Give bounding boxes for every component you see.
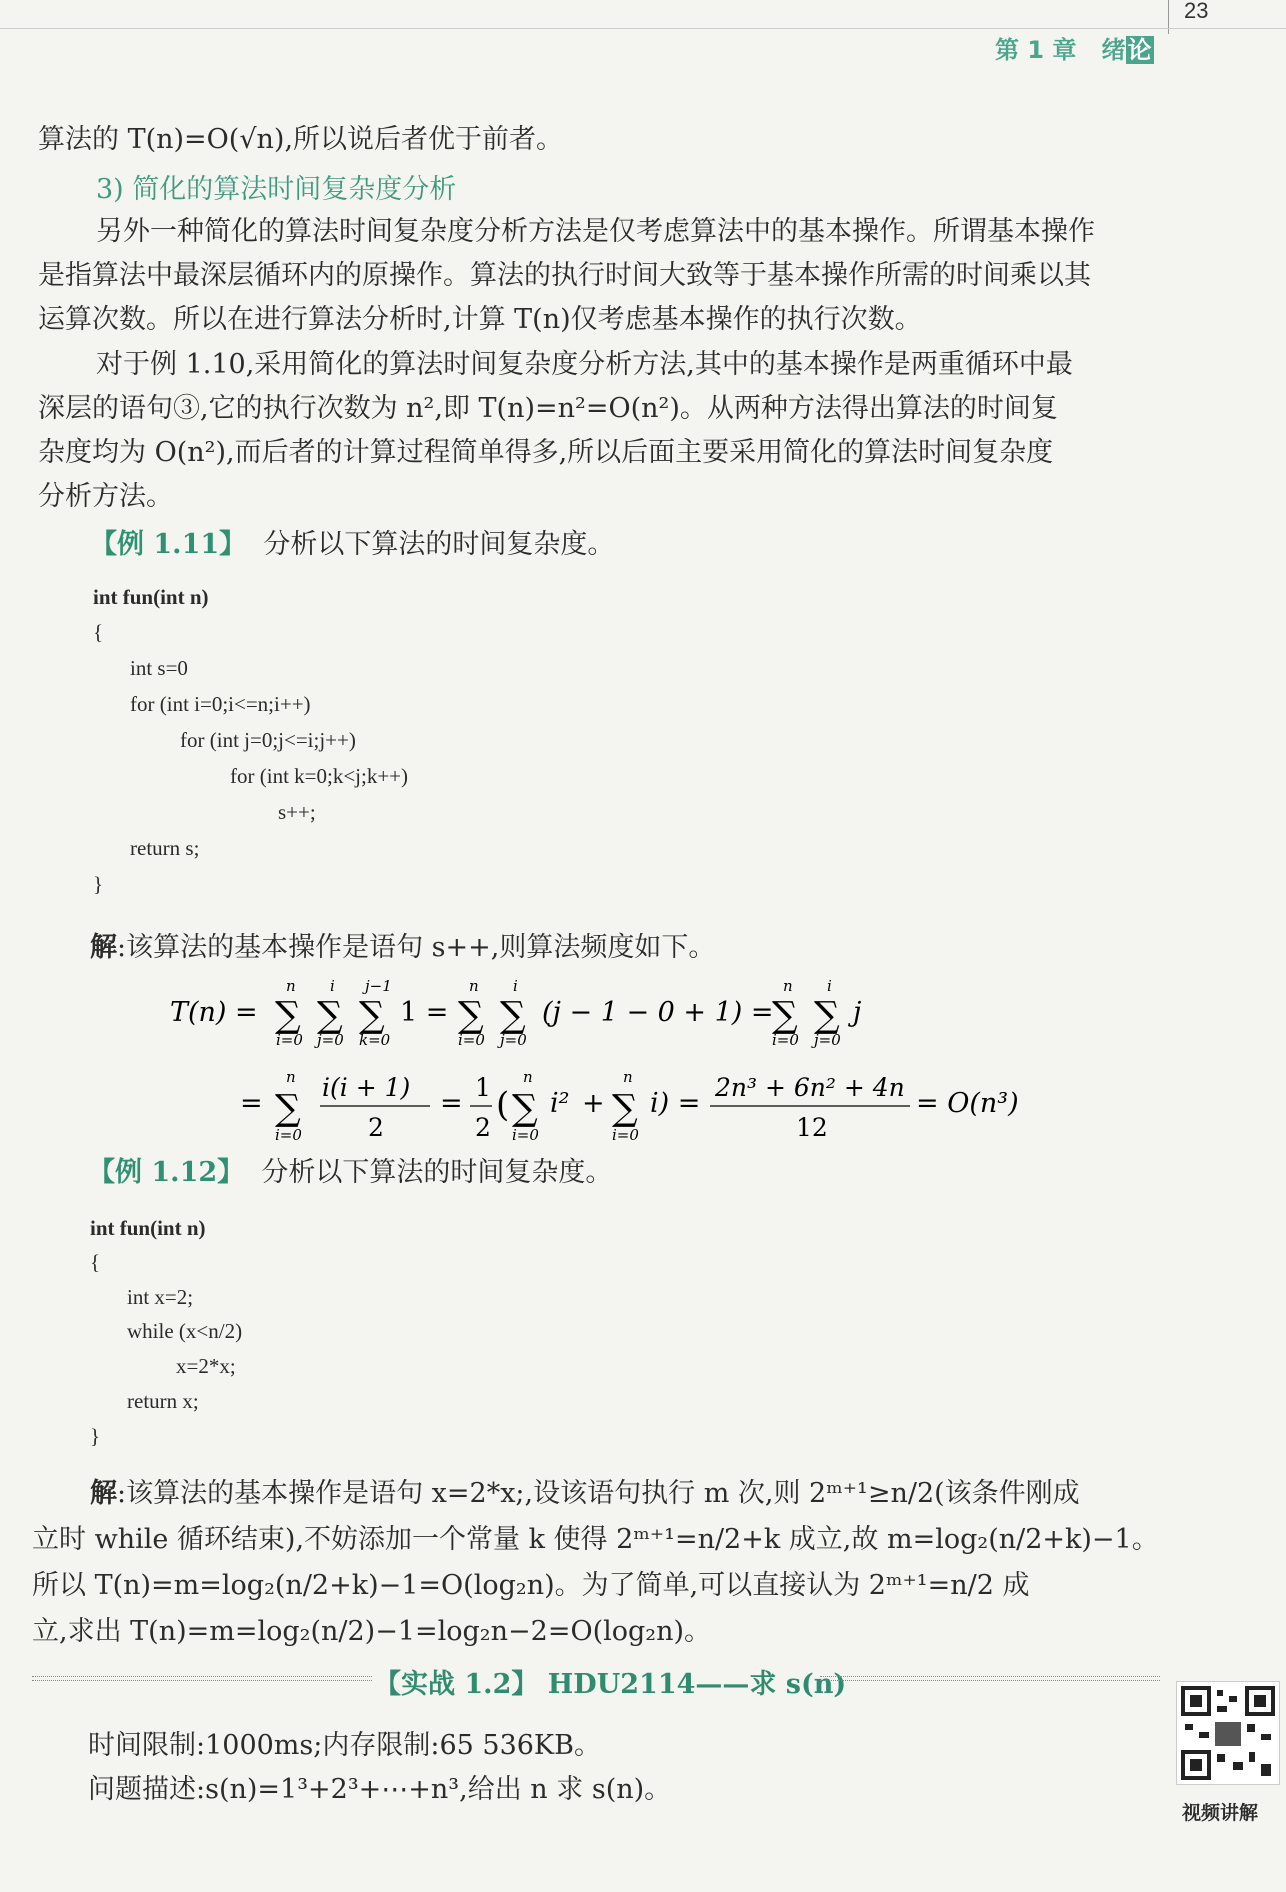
- paragraph-2-line-1: 对于例 1.10,采用简化的算法时间复杂度分析方法,其中的基本操作是两重循环中最: [96, 349, 1073, 380]
- sigma-lower: j=0: [814, 1031, 841, 1049]
- equation-line-2: [230, 1062, 1050, 1152]
- paren-left: (: [496, 1085, 510, 1125]
- sigma-lower: i=0: [276, 1031, 303, 1049]
- i-close: i) =: [650, 1088, 701, 1119]
- solution-1-12-line-1: [90, 1472, 1080, 1516]
- intro-line: 算法的 T(n)=O(√n),所以说后者优于前者。: [38, 124, 564, 155]
- code-line: return x;: [127, 1389, 199, 1413]
- eq-one: 1 =: [400, 997, 449, 1028]
- i-squared: i²: [550, 1088, 570, 1119]
- practice-title: 【实战 1.2】 HDU2114——求 s(n): [374, 1669, 847, 1700]
- sigma: ∑: [359, 995, 385, 1036]
- sigma-upper: n: [469, 977, 479, 995]
- sigma: ∑: [458, 995, 484, 1036]
- solution-text: :该算法的基本操作是语句 s++,则算法频度如下。: [117, 932, 716, 963]
- big-den: 12: [796, 1113, 828, 1142]
- eq-j: j: [853, 997, 862, 1028]
- sigma-lower: i=0: [512, 1126, 539, 1144]
- section-subheading: 3) 简化的算法时间复杂度分析: [96, 174, 457, 205]
- equation-line-1: [160, 975, 920, 1055]
- sigma: ∑: [772, 995, 798, 1036]
- frac-num: i(i + 1): [322, 1073, 411, 1102]
- page-number: 23: [1184, 0, 1209, 23]
- code-line: {: [93, 620, 104, 644]
- chapter-header: [995, 30, 1154, 65]
- solution-text: :该算法的基本操作是语句 x=2*x;,设该语句执行 m 次,则 2ᵐ⁺¹≥n/2(该条件刚成: [117, 1478, 1080, 1509]
- code-line: }: [90, 1424, 101, 1448]
- code-line: for (int k=0;k<j;k++): [230, 764, 409, 788]
- header-rule: [0, 28, 1286, 29]
- solution-1-12-line-4: 立,求出 T(n)=m=log₂(n/2)−1=log₂n−2=O(log₂n)。: [32, 1616, 712, 1647]
- example-text: 分析以下算法的时间复杂度。: [263, 529, 615, 560]
- section-rule-right: [820, 1676, 1160, 1681]
- code-line: int s=0: [130, 656, 188, 680]
- practice-description: 问题描述:s(n)=1³+2³+⋯+n³,给出 n 求 s(n)。: [88, 1774, 672, 1805]
- code-line: }: [93, 872, 104, 896]
- qr-code[interactable]: [1176, 1681, 1280, 1785]
- solution-label: 解: [90, 1478, 117, 1509]
- paragraph-2-line-4: 分析方法。: [38, 481, 173, 512]
- solution-1-12-line-2: 立时 while 循环结束),不妨添加一个常量 k 使得 2ᵐ⁺¹=n/2+k 成立,故 m=log₂(n/2+k)−1。: [32, 1524, 1159, 1555]
- solution-1-11: [90, 925, 715, 964]
- code-line: {: [90, 1250, 101, 1274]
- sigma: ∑: [814, 995, 840, 1036]
- sigma-upper: n: [286, 977, 296, 995]
- sigma: ∑: [275, 1088, 301, 1129]
- example-label: 【例 1.11】: [90, 529, 247, 560]
- paragraph-1-line-3: 运算次数。所以在进行算法分析时,计算 T(n)仅考虑基本操作的执行次数。: [38, 304, 922, 335]
- frac-den: 2: [368, 1113, 384, 1142]
- half-num: 1: [475, 1073, 491, 1102]
- plus: +: [582, 1088, 605, 1119]
- solution-label: 解: [90, 932, 117, 963]
- code-line: for (int j=0;j<=i;j++): [180, 728, 356, 752]
- sigma-upper: n: [783, 977, 793, 995]
- example-1-12-heading: [88, 1150, 612, 1189]
- qr-caption: 视频讲解: [1182, 1802, 1259, 1824]
- sigma-upper: i: [513, 977, 518, 995]
- half-den: 2: [475, 1113, 491, 1142]
- paragraph-1-line-2: 是指算法中最深层循环内的原操作。算法的执行时间大致等于基本操作所需的时间乘以其: [38, 260, 1091, 291]
- sigma: ∑: [612, 1088, 638, 1129]
- paragraph-1-line-1: 另外一种简化的算法时间复杂度分析方法是仅考虑算法中的基本操作。所谓基本操作: [96, 216, 1095, 247]
- big-num: 2n³ + 6n² + 4n: [715, 1073, 905, 1102]
- eq-equals: =: [440, 1088, 463, 1119]
- sigma-upper: n: [523, 1068, 533, 1086]
- sigma: ∑: [317, 995, 343, 1036]
- sigma-lower: k=0: [359, 1031, 391, 1049]
- code-line: while (x<n/2): [127, 1319, 243, 1343]
- code-line: x=2*x;: [176, 1354, 236, 1378]
- sigma-upper: j−1: [365, 977, 392, 995]
- chapter-title-a: 绪: [1101, 36, 1126, 64]
- eq-equals: =: [240, 1088, 263, 1119]
- section-rule-left: [32, 1676, 372, 1681]
- example-1-11-heading: [90, 522, 614, 561]
- sigma-lower: j=0: [317, 1031, 344, 1049]
- sigma-lower: i=0: [458, 1031, 485, 1049]
- sigma-lower: i=0: [612, 1126, 639, 1144]
- sigma-lower: i=0: [772, 1031, 799, 1049]
- chapter-title-b: 论: [1127, 36, 1152, 64]
- sigma-lower: j=0: [500, 1031, 527, 1049]
- paragraph-2-line-3: 杂度均为 O(n²),而后者的计算过程简单得多,所以后面主要采用简化的算法时间复杂度: [38, 437, 1054, 468]
- solution-1-12-line-3: 所以 T(n)=m=log₂(n/2+k)−1=O(log₂n)。为了简单,可以直接认为 2ᵐ⁺¹=n/2 成: [32, 1570, 1030, 1601]
- eq-middle: (j − 1 − 0 + 1) =: [542, 997, 774, 1028]
- paragraph-2-line-2: 深层的语句③,它的执行次数为 n²,即 T(n)=n²=O(n²)。从两种方法得出算法的时间复: [38, 393, 1058, 424]
- example-label: 【例 1.12】: [88, 1157, 245, 1188]
- chapter-number: 第 1 章: [995, 36, 1077, 64]
- sigma: ∑: [275, 995, 301, 1036]
- sigma-upper: n: [623, 1068, 633, 1086]
- code-line: int fun(int n): [90, 1216, 206, 1240]
- code-line: int fun(int n): [93, 585, 209, 609]
- eq-result: = O(n³): [916, 1088, 1019, 1119]
- code-line: return s;: [130, 836, 200, 860]
- sigma-upper: n: [286, 1068, 296, 1086]
- qr-code-icon: [1177, 1682, 1279, 1784]
- sigma: ∑: [512, 1088, 538, 1129]
- practice-limits: 时间限制:1000ms;内存限制:65 536KB。: [88, 1730, 601, 1761]
- sigma-lower: i=0: [275, 1126, 302, 1144]
- code-line: for (int i=0;i<=n;i++): [130, 692, 311, 716]
- sigma-upper: i: [330, 977, 335, 995]
- sigma-upper: i: [827, 977, 832, 995]
- code-line: int x=2;: [127, 1285, 194, 1309]
- code-line: s++;: [278, 800, 316, 824]
- eq-lhs: T(n) =: [170, 997, 258, 1028]
- example-text: 分析以下算法的时间复杂度。: [261, 1157, 613, 1188]
- sigma: ∑: [500, 995, 526, 1036]
